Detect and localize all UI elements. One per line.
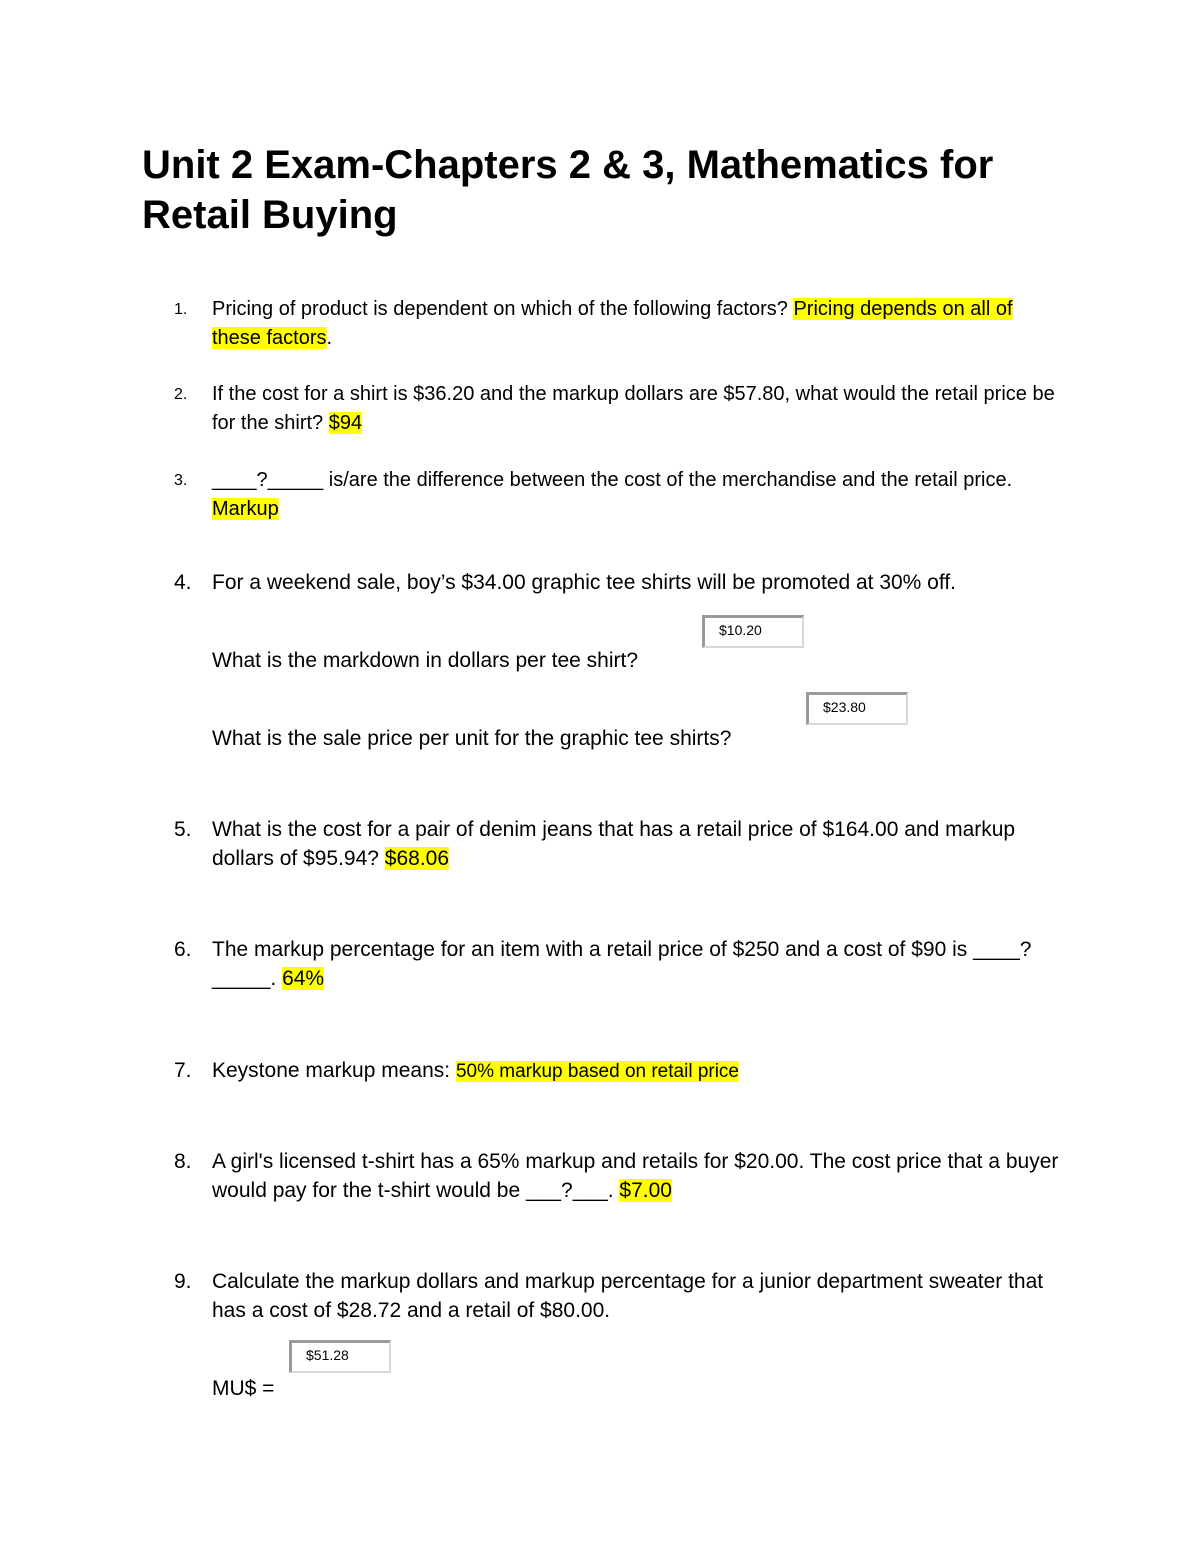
question-number: 3. [174,472,188,489]
answer-box-sale-price[interactable]: $23.80 [806,692,908,725]
question-number: 9. [174,1270,192,1293]
answer-highlight: $68.06 [384,847,450,870]
question-3 [174,466,1062,524]
question-text-end: . [326,327,333,349]
question-7 [174,1056,1062,1086]
question-2 [174,380,1062,438]
question-number: 2. [174,386,188,403]
question-5 [174,815,1062,873]
question-text: For a weekend sale, boy’s $34.00 graphic tee shirts will be promoted at 30% off. [212,571,956,594]
question-text: The markup percentage for an item with a retail price of $250 and a cost of $90 is ____?_____. [212,938,1032,990]
answer-box-markdown[interactable]: $10.20 [702,615,804,648]
question-number: 8. [174,1150,192,1173]
answer-highlight: 50% markup based on retail price [455,1061,739,1082]
question-text: ____?_____ is/are the difference between the cost of the merchandise and the retail price. [212,469,1013,491]
question-4-part-a: What is the markdown in dollars per tee shirt? [212,649,639,672]
question-number: 6. [174,938,192,961]
answer-highlight: $7.00 [619,1179,672,1202]
question-text: If the cost for a shirt is $36.20 and the markup dollars are $57.80, what would the retail price be for the shirt? [212,383,1055,434]
question-4 [174,568,1062,597]
question-number: 1. [174,301,188,318]
question-text: Pricing of product is dependent on which of the following factors? [212,298,794,320]
question-4-part-b: What is the sale price per unit for the graphic tee shirts? [212,727,732,750]
answer-highlight: $94 [328,412,363,434]
page-title: Unit 2 Exam-Chapters 2 & 3, Mathematics for Retail Buying [142,143,994,237]
question-text: A girl's licensed t-shirt has a 65% markup and retails for $20.00. The cost price that a buyer would pay for the t-shirt would be ___?___. [212,1150,1059,1202]
answer-highlight: Markup [212,498,279,520]
question-number: 5. [174,818,192,841]
answer-highlight: Pricing depends on all of these factors [212,298,1013,349]
answer-highlight: 64% [282,967,325,990]
answer-box-markup-dollars[interactable]: $51.28 [289,1340,391,1373]
question-text: Keystone markup means: [212,1059,456,1082]
question-6 [174,935,1062,993]
question-9 [174,1267,1062,1325]
question-text: What is the cost for a pair of denim jeans that has a retail price of $164.00 and markup dollars of $95.94? [212,818,1016,870]
question-number: 4. [174,571,192,594]
question-1 [174,295,1062,353]
markup-dollars-label: MU$ = [212,1377,275,1400]
question-number: 7. [174,1059,192,1082]
question-text: Calculate the markup dollars and markup percentage for a junior department sweater that has a cost of $28.72 and a retail of $80.00. [212,1270,1044,1322]
question-8 [174,1147,1062,1205]
